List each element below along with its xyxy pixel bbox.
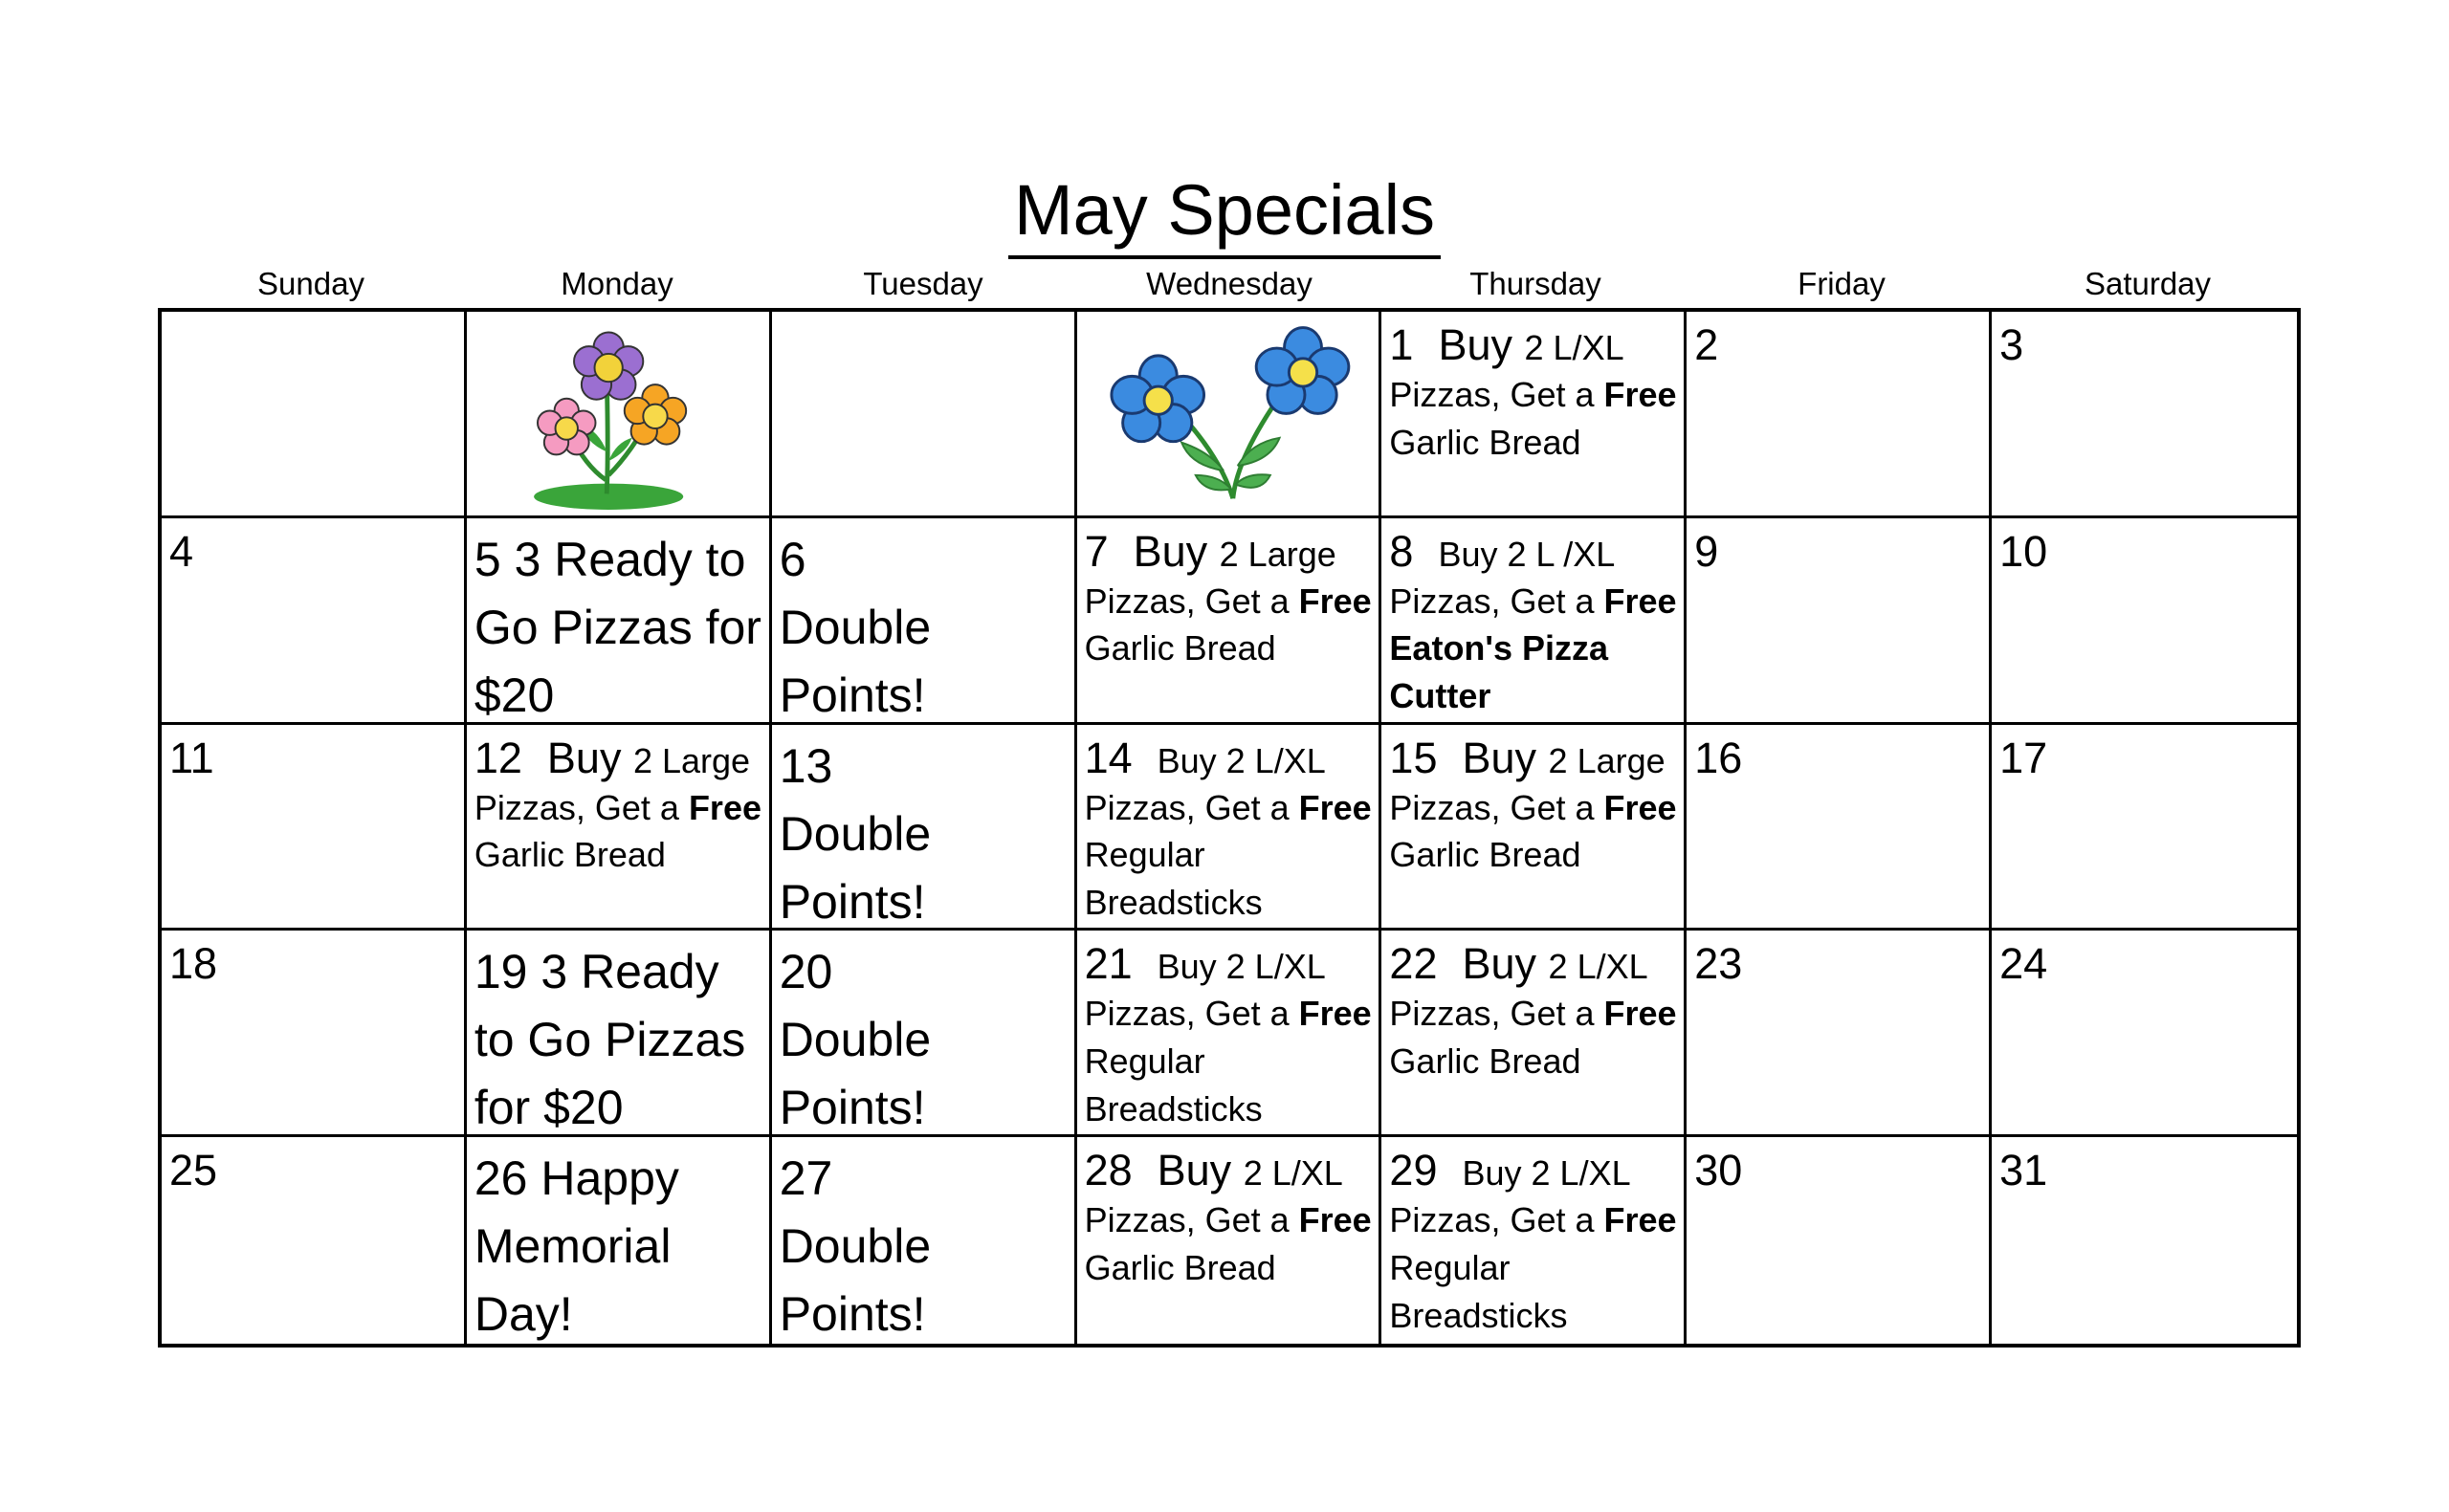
calendar-grid — [158, 308, 2301, 1348]
special-details — [1085, 990, 1374, 1132]
special-buy-label: Buy — [1438, 320, 1512, 369]
special-offer: Pizzas, Get a — [1084, 581, 1299, 621]
special-item: Regular Breadsticks — [1084, 1041, 1263, 1129]
special-offer: Pizzas, Get a — [1084, 1200, 1299, 1240]
special-text — [474, 938, 763, 1137]
blue-flowers-icon — [1077, 312, 1379, 515]
day-number: 11 — [169, 733, 214, 782]
special-buy-label: Buy — [546, 733, 622, 782]
special-description: Double Points! — [779, 1013, 932, 1135]
calendar-day-cell — [1077, 931, 1382, 1137]
special-size: 2 L/XL — [1524, 328, 1624, 367]
special-free: Free — [688, 787, 761, 827]
calendar-day-cell — [1381, 312, 1687, 518]
double-points-text — [780, 1145, 1069, 1344]
double-points-text — [780, 526, 1069, 725]
special-offer: Pizzas, Get a — [1389, 1200, 1604, 1240]
special-size: Buy 2 L/XL — [1462, 1153, 1631, 1194]
day-header-thursday: Thursday — [1469, 266, 1601, 301]
special-item: Garlic Bread — [1389, 422, 1581, 462]
special-buy-label: Buy — [1462, 733, 1537, 782]
page-title: May Specials — [0, 175, 2449, 259]
special-free: Free — [1603, 994, 1677, 1034]
day-number: 9 — [1694, 526, 1719, 576]
special-details — [1389, 578, 1678, 720]
calendar-day-cell — [1992, 518, 2297, 725]
special-item: Garlic Bread — [1084, 1247, 1276, 1287]
special-text — [474, 526, 763, 725]
special-free: Free — [1603, 1200, 1677, 1240]
special-item: Eaton's Pizza Cutter — [1389, 628, 1609, 716]
calendar-day-cell — [1381, 931, 1687, 1137]
day-header-tuesday: Tuesday — [863, 266, 983, 301]
day-number: 18 — [169, 939, 218, 989]
day-number: 5 — [474, 532, 501, 586]
calendar-day-cell — [1381, 1137, 1687, 1344]
calendar-day-cell — [772, 312, 1077, 518]
calendar-day-cell — [467, 725, 772, 931]
day-header-wednesday: Wednesday — [1146, 266, 1313, 301]
calendar-day-cell — [772, 931, 1077, 1137]
day-number: 1 — [1389, 320, 1414, 369]
special-buy-label: Buy — [1157, 1146, 1232, 1195]
day-number: 13 — [779, 738, 833, 793]
calendar-day-cell — [1992, 1137, 2297, 1344]
calendar-day-cell — [1077, 725, 1382, 931]
calendar-day-cell — [1077, 1137, 1382, 1344]
calendar-day-cell — [162, 931, 467, 1137]
day-number: 21 — [1084, 939, 1133, 989]
day-header-saturday: Saturday — [2084, 266, 2212, 301]
day-number: 25 — [169, 1146, 218, 1195]
special-size: Buy 2 L /XL — [1438, 534, 1616, 574]
special-size: 2 L/XL — [1243, 1153, 1343, 1194]
day-number: 29 — [1389, 1146, 1438, 1195]
special-size: 2 Large — [1548, 740, 1666, 780]
special-offer: Pizzas, Get a — [1389, 994, 1604, 1034]
calendar-day-cell — [1077, 518, 1382, 725]
calendar-day-cell — [1687, 931, 1992, 1137]
special-heading — [1085, 526, 1374, 578]
special-free: Free — [1298, 994, 1372, 1034]
special-description: Double Points! — [779, 806, 932, 929]
calendar-day-cell — [467, 931, 772, 1137]
special-description: 3 Ready to Go Pizzas for $20 — [474, 532, 761, 722]
special-size: Buy 2 L/XL — [1157, 947, 1326, 987]
calendar-day-cell — [467, 518, 772, 725]
special-free: Free — [1298, 581, 1372, 621]
special-details — [474, 784, 763, 879]
day-number: 8 — [1389, 526, 1414, 576]
calendar-day-cell — [162, 1137, 467, 1344]
special-item: Regular Breadsticks — [1084, 835, 1263, 922]
day-number: 24 — [1999, 939, 2048, 989]
special-item: Garlic Bread — [474, 835, 666, 875]
special-text — [474, 1145, 763, 1344]
special-free: Free — [1603, 375, 1677, 414]
double-points-text — [780, 938, 1069, 1137]
special-description: Double Points! — [779, 600, 932, 722]
special-description: Happy Memorial Day! — [474, 1151, 679, 1342]
calendar-day-cell — [1992, 312, 2297, 518]
calendar-day-cell — [1687, 1137, 1992, 1344]
special-size: 2 Large — [1219, 534, 1336, 574]
special-item: Regular Breadsticks — [1389, 1247, 1568, 1335]
calendar-day-cell — [162, 725, 467, 931]
calendar-day-cell — [467, 1137, 772, 1344]
special-details — [1085, 784, 1374, 927]
special-details — [1085, 1196, 1374, 1291]
days-of-week-header — [158, 266, 2301, 302]
calendar-day-cell — [1381, 518, 1687, 725]
calendar-day-cell — [162, 312, 467, 518]
special-free: Free — [1298, 787, 1372, 827]
double-points-text — [780, 733, 1069, 931]
day-number: 20 — [779, 945, 833, 999]
special-description: 3 Ready to Go Pizzas for $20 — [474, 945, 746, 1135]
calendar-day-cell — [1687, 312, 1992, 518]
calendar-day-cell — [467, 312, 772, 518]
day-number: 23 — [1694, 939, 1743, 989]
day-header-monday: Monday — [561, 266, 673, 301]
day-number: 4 — [169, 526, 194, 576]
day-number: 6 — [779, 532, 806, 586]
day-number: 15 — [1389, 733, 1438, 782]
special-details — [1389, 990, 1678, 1085]
special-item: Garlic Bread — [1389, 835, 1581, 875]
special-offer: Pizzas, Get a — [1389, 581, 1604, 621]
special-offer: Pizzas, Get a — [474, 787, 689, 827]
special-free: Free — [1603, 581, 1677, 621]
day-number: 17 — [1999, 733, 2048, 782]
special-free: Free — [1298, 1200, 1372, 1240]
special-heading — [1389, 1145, 1678, 1196]
day-number: 28 — [1084, 1146, 1133, 1195]
day-number: 12 — [474, 733, 522, 782]
special-size: 2 Large — [632, 740, 751, 780]
day-header-friday: Friday — [1798, 266, 1886, 301]
special-heading — [1389, 319, 1678, 371]
special-heading — [1085, 1145, 1374, 1196]
calendar-day-cell — [1687, 725, 1992, 931]
calendar-day-cell — [772, 1137, 1077, 1344]
colorful-flowers-icon — [467, 312, 769, 515]
calendar-day-cell — [1077, 312, 1382, 518]
day-header-sunday: Sunday — [257, 266, 364, 301]
special-free: Free — [1603, 787, 1677, 827]
calendar-day-cell — [1381, 725, 1687, 931]
day-number: 10 — [1999, 526, 2048, 576]
special-heading — [474, 733, 763, 784]
special-item: Garlic Bread — [1084, 628, 1276, 668]
special-item: Garlic Bread — [1389, 1041, 1581, 1082]
special-size: Buy 2 L/XL — [1157, 740, 1326, 780]
special-heading — [1085, 733, 1374, 784]
special-description: Double Points! — [779, 1219, 932, 1342]
special-buy-label: Buy — [1462, 939, 1537, 989]
calendar-day-cell — [162, 518, 467, 725]
special-size: 2 L/XL — [1548, 947, 1648, 987]
calendar-day-cell — [1992, 725, 2297, 931]
special-details — [1389, 1196, 1678, 1339]
special-heading — [1389, 526, 1678, 578]
day-number: 22 — [1389, 939, 1438, 989]
special-offer: Pizzas, Get a — [1084, 787, 1299, 827]
day-number: 31 — [1999, 1146, 2048, 1195]
day-number: 7 — [1084, 526, 1109, 576]
day-number: 26 — [474, 1151, 528, 1206]
special-heading — [1085, 938, 1374, 990]
special-details — [1389, 784, 1678, 879]
calendar-day-cell — [772, 518, 1077, 725]
calendar-day-cell — [1687, 518, 1992, 725]
day-number: 3 — [1999, 320, 2024, 369]
day-number: 30 — [1694, 1146, 1743, 1195]
calendar-day-cell — [772, 725, 1077, 931]
special-buy-label: Buy — [1133, 526, 1208, 576]
special-offer: Pizzas, Get a — [1389, 787, 1604, 827]
day-number: 14 — [1084, 733, 1133, 782]
special-offer: Pizzas, Get a — [1084, 994, 1299, 1034]
special-heading — [1389, 733, 1678, 784]
special-offer: Pizzas, Get a — [1389, 375, 1604, 414]
special-details — [1389, 371, 1678, 466]
special-heading — [1389, 938, 1678, 990]
day-number: 19 — [474, 945, 528, 999]
day-number: 16 — [1694, 733, 1743, 782]
day-number: 27 — [779, 1151, 833, 1206]
calendar-day-cell — [1992, 931, 2297, 1137]
day-number: 2 — [1694, 320, 1719, 369]
special-details — [1085, 578, 1374, 672]
